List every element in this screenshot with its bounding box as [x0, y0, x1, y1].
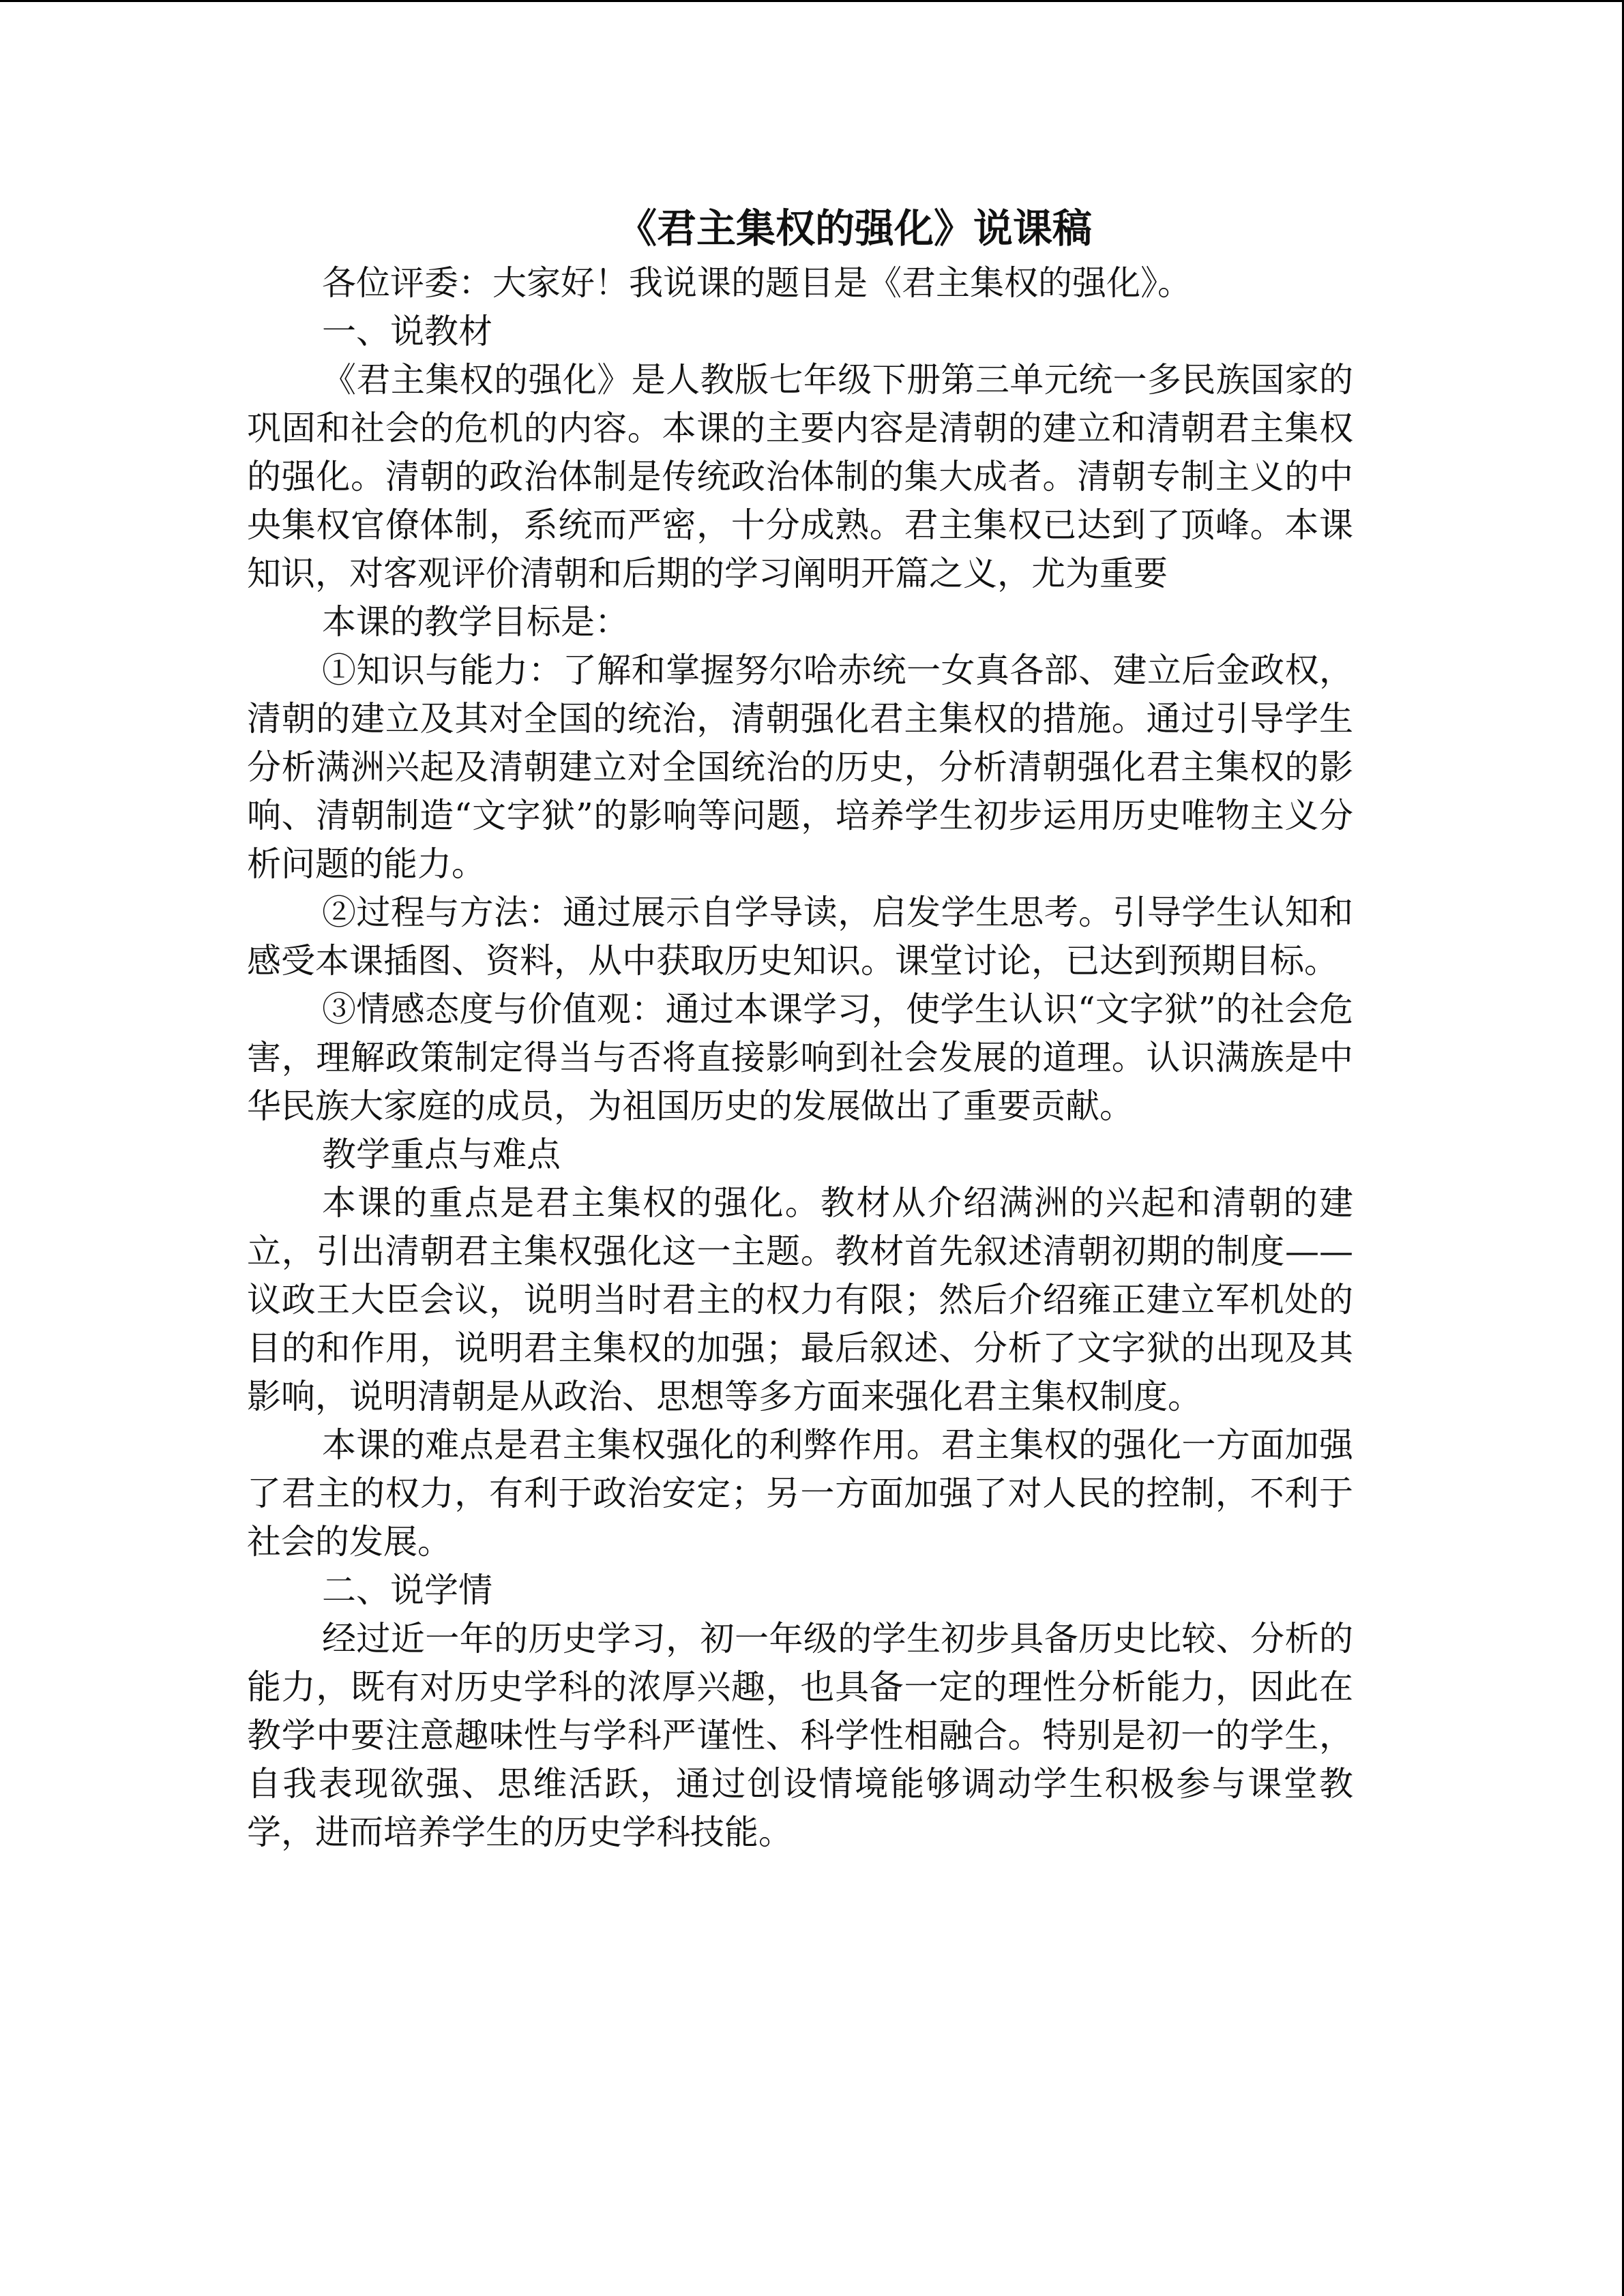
- document-page: [247, 198, 1353, 1857]
- section-heading-students: 二、说学情: [322, 1570, 492, 1610]
- difficulty-paragraph: 本课的难点是君主集权强化的利弊作用。君主集权的强化一方面加强了君主的权力，有利于政治安定；另一方面加强了对人民的控制，不利于社会的发展。: [247, 1425, 1353, 1562]
- students-paragraph: 经过近一年的历史学习，初一年级的学生初步具备历史比较、分析的能力，既有对历史学科的浓厚兴趣，也具备一定的理性分析能力，因此在教学中要注意趣味性与学科严谨性、科学性相融合。特别是初一的学生，自我表现欲强、思维活跃，通过创设情境能够调动学生积极参与课堂教学，进而培养学生的历史学科技能。: [247, 1619, 1353, 1852]
- textbook-paragraph: 《君主集权的强化》是人教版七年级下册第三单元统一多民族国家的巩固和社会的危机的内容。本课的主要内容是清朝的建立和清朝君主集权的强化。清朝的政治体制是传统政治体制的集大成者。清朝专制主义的中央集权官僚体制，系统而严密，十分成熟。君主集权已达到了顶峰。本课知识，对客观评价清朝和后期的学习阐明开篇之义，尤为重要: [247, 360, 1353, 593]
- key-point-paragraph: 本课的重点是君主集权的强化。教材从介绍满洲的兴起和清朝的建立，引出清朝君主集权强化这一主题。教材首先叙述清朝初期的制度——议政王大臣会议，说明当时君主的权力有限；然后介绍雍正建立军机处的目的和作用，说明君主集权的加强；最后叙述、分析了文字狱的出现及其影响，说明清朝是从政治、思想等多方面来强化君主集权制度。: [247, 1183, 1353, 1416]
- section-heading-textbook: 一、说教材: [322, 312, 492, 351]
- objective-process-paragraph: ②过程与方法：通过展示自学导读，启发学生思考。引导学生认知和感受本课插图、资料，从中获取历史知识。课堂讨论，已达到预期目标。: [247, 893, 1353, 981]
- objective-knowledge-paragraph: ①知识与能力：了解和掌握努尔哈赤统一女真各部、建立后金政权，清朝的建立及其对全国的统治，清朝强化君主集权的措施。通过引导学生分析满洲兴起及清朝建立对全国统治的历史，分析清朝强化君主集权的影响、清朝制造“文字狱”的影响等问题，培养学生初步运用历史唯物主义分析问题的能力。: [247, 651, 1353, 884]
- objective-emotion-paragraph: ③情感态度与价值观：通过本课学习，使学生认识“文字狱”的社会危害，理解政策制定得当与否将直接影响到社会发展的道理。认识满族是中华民族大家庭的成员，为祖国历史的发展做出了重要贡献。: [247, 989, 1353, 1126]
- key-points-heading: 教学重点与难点: [322, 1135, 561, 1174]
- greeting-paragraph: 各位评委：大家好！我说课的题目是《君主集权的强化》。: [322, 263, 1192, 303]
- page-top-border: [0, 0, 1624, 2]
- objectives-heading: 本课的教学目标是：: [322, 602, 629, 642]
- document-title: 《君主集权的强化》说课稿: [617, 205, 1092, 252]
